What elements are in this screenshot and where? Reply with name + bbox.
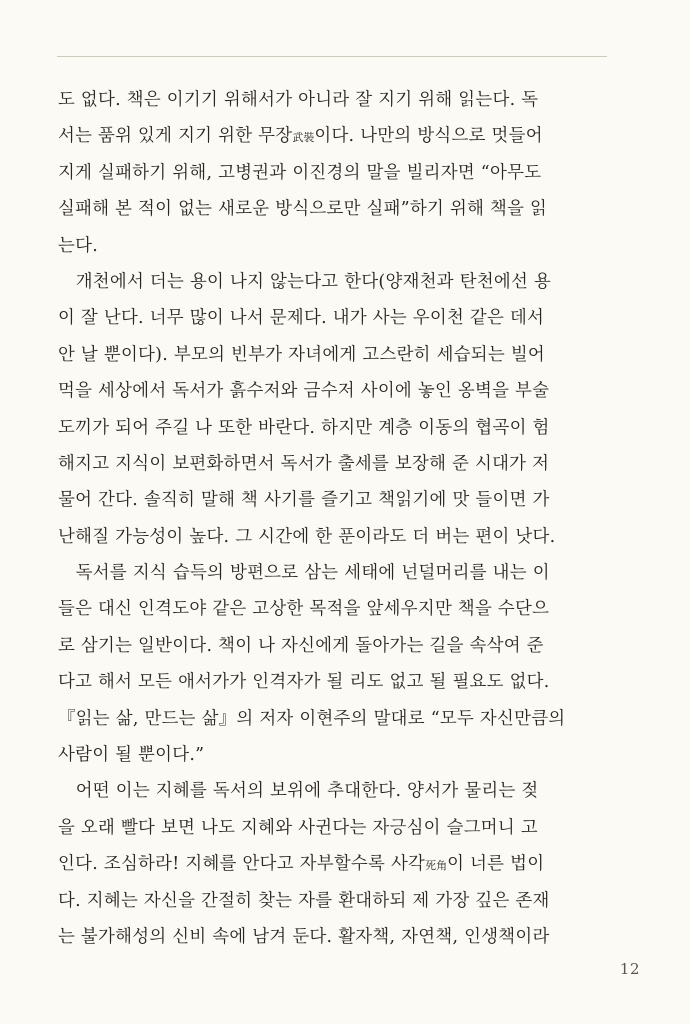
text-line: 로 삼기는 일반이다. 책이 나 자신에게 돌아가는 길을 속삭여 준 bbox=[58, 635, 544, 656]
text-line: 다. 지혜는 자신을 간절히 찾는 자를 환대하되 제 가장 깊은 존재 bbox=[58, 890, 550, 911]
text-segment: 서는 품위 있게 지기 위한 무장 bbox=[58, 126, 293, 147]
text-line: 물어 간다. 솔직히 말해 책 사기를 즐기고 책읽기에 맛 들이면 가 bbox=[58, 490, 550, 511]
text-line: 다고 해서 모든 애서가가 인격자가 될 리도 없고 될 필요도 없다. bbox=[58, 672, 550, 693]
text-line bbox=[58, 846, 610, 882]
page-number: 12 bbox=[619, 960, 640, 978]
text-line: 는다. bbox=[58, 235, 99, 256]
text-line: 이 잘 난다. 너무 많이 나서 문제다. 내가 사는 우이천 같은 데서 bbox=[58, 308, 545, 329]
text-line: 먹을 세상에서 독서가 흙수저와 금수저 사이에 놓인 옹벽을 부술 bbox=[58, 381, 550, 402]
text-line: 어떤 이는 지혜를 독서의 보위에 추대한다. 양서가 물리는 젖 bbox=[58, 781, 539, 802]
text-line bbox=[58, 118, 610, 154]
hanja-annotation: 武裝 bbox=[292, 131, 315, 145]
text-line: 을 오래 빨다 보면 나도 지혜와 사귄다는 자긍심이 슬그머니 고 bbox=[58, 817, 538, 838]
text-segment: 이 너른 법이 bbox=[447, 854, 545, 875]
text-line: 들은 대신 인격도야 같은 고상한 목적을 앞세우지만 책을 수단으 bbox=[58, 599, 550, 620]
text-segment: 이다. 나만의 방식으로 멋들어 bbox=[314, 126, 543, 147]
text-line: 도끼가 되어 주길 나 또한 바란다. 하지만 계층 이동의 협곡이 험 bbox=[58, 417, 550, 438]
text-line: 안 날 뿐이다). 부모의 빈부가 자녀에게 고스란히 세습되는 빌어 bbox=[58, 344, 546, 365]
text-line: 실패해 본 적이 없는 새로운 방식으로만 실패”하기 위해 책을 읽 bbox=[58, 199, 548, 220]
body-text bbox=[58, 82, 610, 955]
text-line: 도 없다. 책은 이기기 위해서가 아니라 잘 지기 위해 읽는다. 독 bbox=[58, 90, 539, 110]
text-segment: 인다. 조심하라! 지혜를 안다고 자부할수록 사각 bbox=[58, 854, 426, 875]
text-line: 독서를 지식 습득의 방편으로 삼는 세태에 넌덜머리를 내는 이 bbox=[58, 563, 550, 584]
hanja-annotation: 死角 bbox=[425, 859, 448, 873]
text-line: 지게 실패하기 위해, 고병권과 이진경의 말을 빌리자면 “아무도 bbox=[58, 162, 542, 183]
text-line: 사람이 될 뿐이다.” bbox=[58, 745, 205, 766]
header-rule bbox=[57, 56, 607, 57]
text-line: 는 불가해성의 신비 속에 남겨 둔다. 활자책, 자연책, 인생책이라 bbox=[58, 926, 550, 947]
text-line: 해지고 지식이 보편화하면서 독서가 출세를 보장해 준 시대가 저 bbox=[58, 453, 550, 474]
text-line: 난해질 가능성이 높다. 그 시간에 한 푼이라도 더 버는 편이 낫다. bbox=[58, 526, 556, 547]
text-line: 『읽는 삶, 만드는 삶』의 저자 이현주의 말대로 “모두 자신만큼의 bbox=[58, 708, 566, 729]
text-line: 개천에서 더는 용이 나지 않는다고 한다(양재천과 탄천에선 용 bbox=[58, 271, 552, 292]
